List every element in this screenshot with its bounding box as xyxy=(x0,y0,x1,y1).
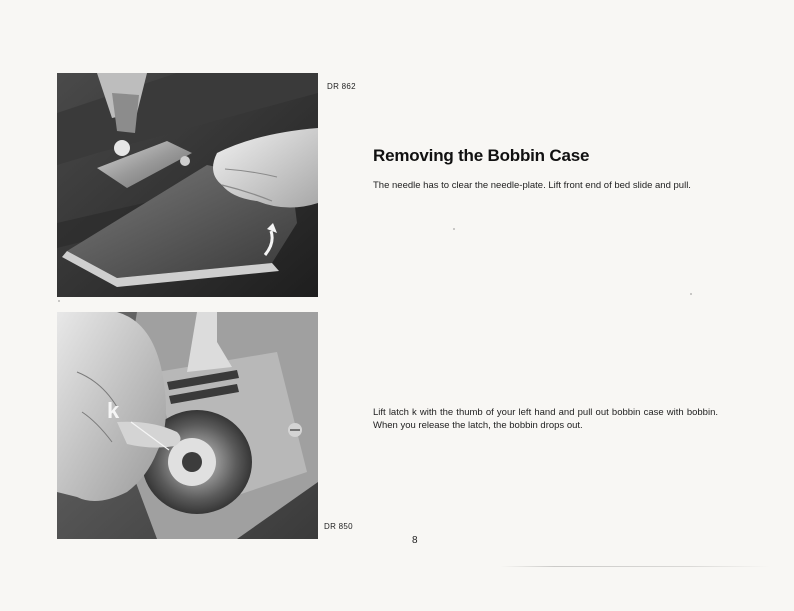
instruction-paragraph-1: The needle has to clear the needle-plate. Lift front end of bed slide and pull. xyxy=(373,180,691,191)
scan-speck xyxy=(58,300,60,302)
bed-slide-illustration xyxy=(57,73,318,297)
figure-reference-top: DR 862 xyxy=(327,82,356,91)
latch-callout-label: k xyxy=(107,398,120,423)
bobbin-latch-photo xyxy=(57,312,318,539)
bed-slide-photo xyxy=(57,73,318,297)
figure-reference-bottom: DR 850 xyxy=(324,522,353,531)
instruction-paragraph-2: Lift latch k with the thumb of your left hand and pull out bobbin case with bobbin. When you release the latch, the bobbin drops out. xyxy=(373,407,718,431)
section-title: Removing the Bobbin Case xyxy=(373,146,590,165)
scan-speck xyxy=(453,228,455,230)
scan-speck xyxy=(690,293,692,295)
page-number: 8 xyxy=(412,535,418,546)
scan-artifact-line xyxy=(500,566,770,567)
bobbin-latch-illustration xyxy=(57,312,318,539)
